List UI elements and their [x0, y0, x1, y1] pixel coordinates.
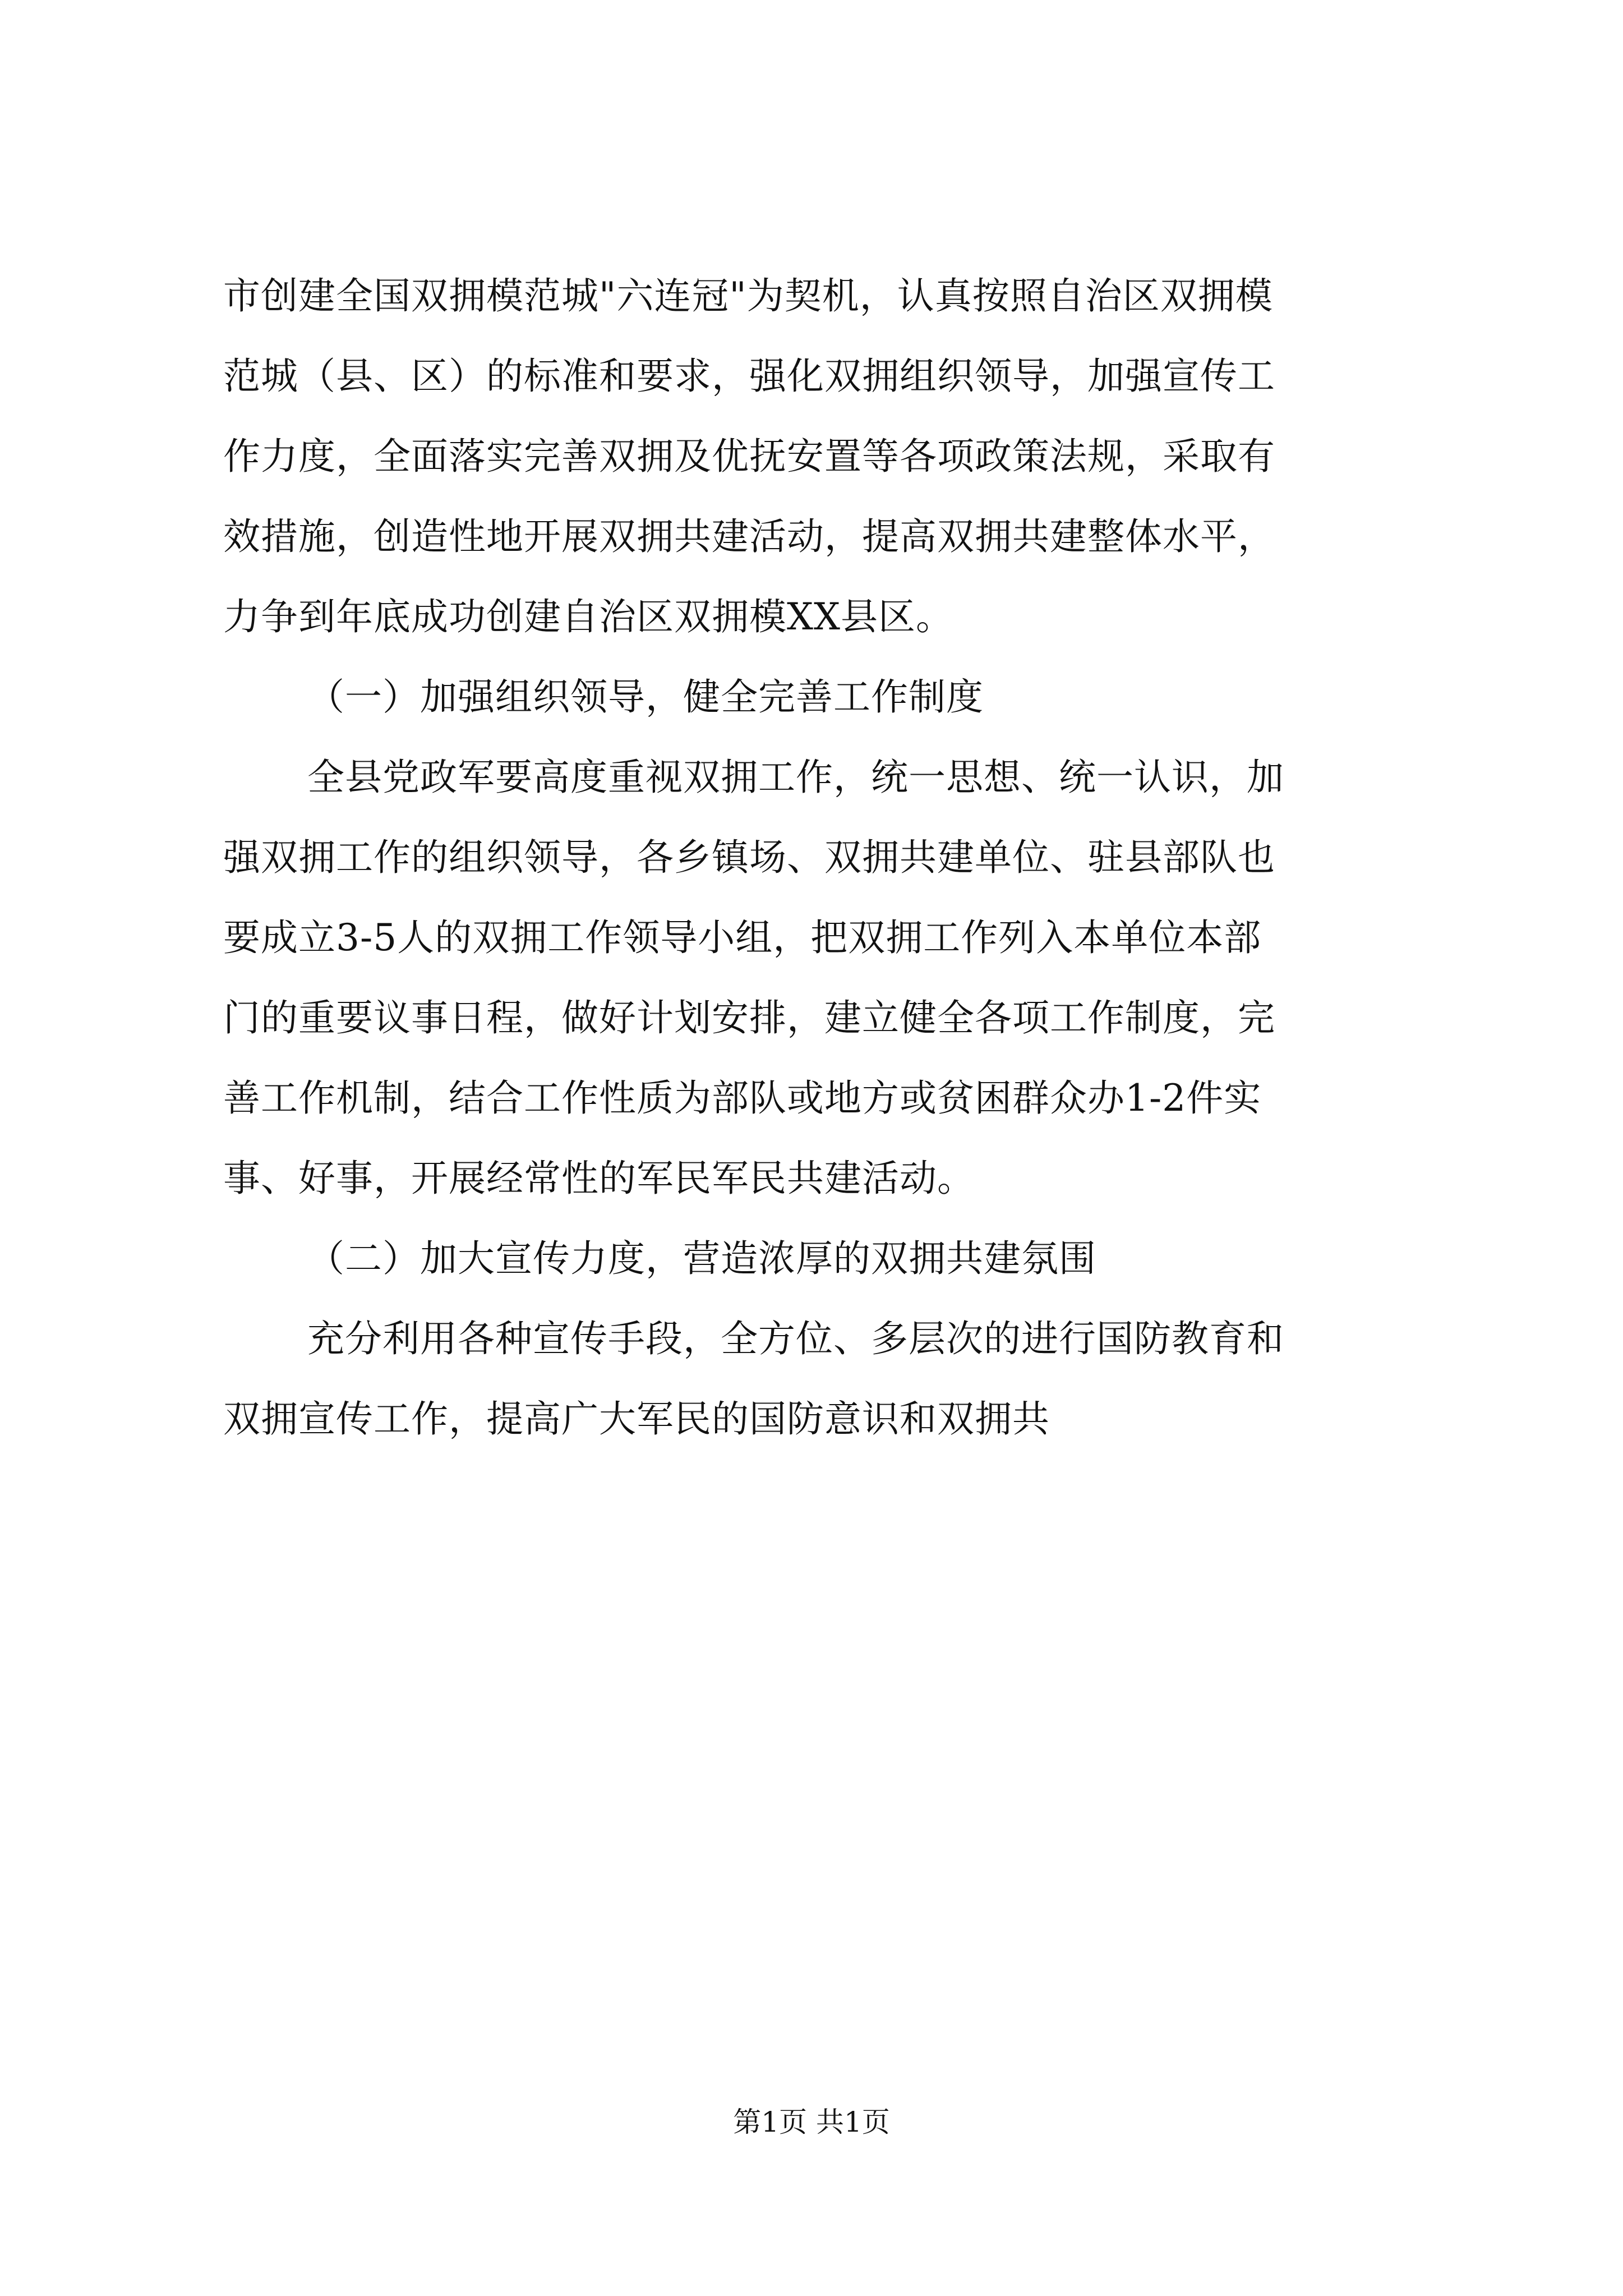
body-line-8: 强双拥工作的组织领导，各乡镇场、双拥共建单位、驻县部队也 [223, 836, 1275, 879]
body-line-2: 范城（县、区）的标准和要求，强化双拥组织领导，加强宣传工 [223, 355, 1275, 398]
document-body [223, 256, 1418, 1459]
body-line-5: 力争到年底成功创建自治区双拥模XX县区。 [223, 595, 953, 638]
body-line-10: 门的重要议事日程，做好计划安排，建立健全各项工作制度，完 [223, 996, 1275, 1039]
body-line-1: 市创建全国双拥模范城"六连冠"为契机，认真按照自治区双拥模 [223, 274, 1273, 318]
page-footer: 第1页 共1页 [733, 2106, 890, 2138]
section-heading-2: （二）加大宣传力度，营造浓厚的双拥共建氛围 [307, 1237, 1096, 1280]
body-line-12: 事、好事，开展经常性的军民军民共建活动。 [223, 1157, 975, 1200]
body-line-9: 要成立3-5人的双拥工作领导小组，把双拥工作列入本单位本部 [223, 916, 1262, 959]
body-line-15: 双拥宣传工作，提高广大军民的国防意识和双拥共 [223, 1397, 1050, 1441]
body-line-14: 充分利用各种宣传手段，全方位、多层次的进行国防教育和 [307, 1317, 1284, 1360]
body-line-11: 善工作机制，结合工作性质为部队或地方或贫困群众办1-2件实 [223, 1076, 1262, 1120]
body-line-3: 作力度，全面落实完善双拥及优抚安置等各项政策法规，采取有 [223, 435, 1275, 478]
section-heading-1: （一）加强组织领导，健全完善工作制度 [307, 675, 984, 719]
body-line-4: 效措施，创造性地开展双拥共建活动，提高双拥共建整体水平， [223, 515, 1275, 558]
body-line-7: 全县党政军要高度重视双拥工作，统一思想、统一认识，加 [307, 756, 1284, 799]
